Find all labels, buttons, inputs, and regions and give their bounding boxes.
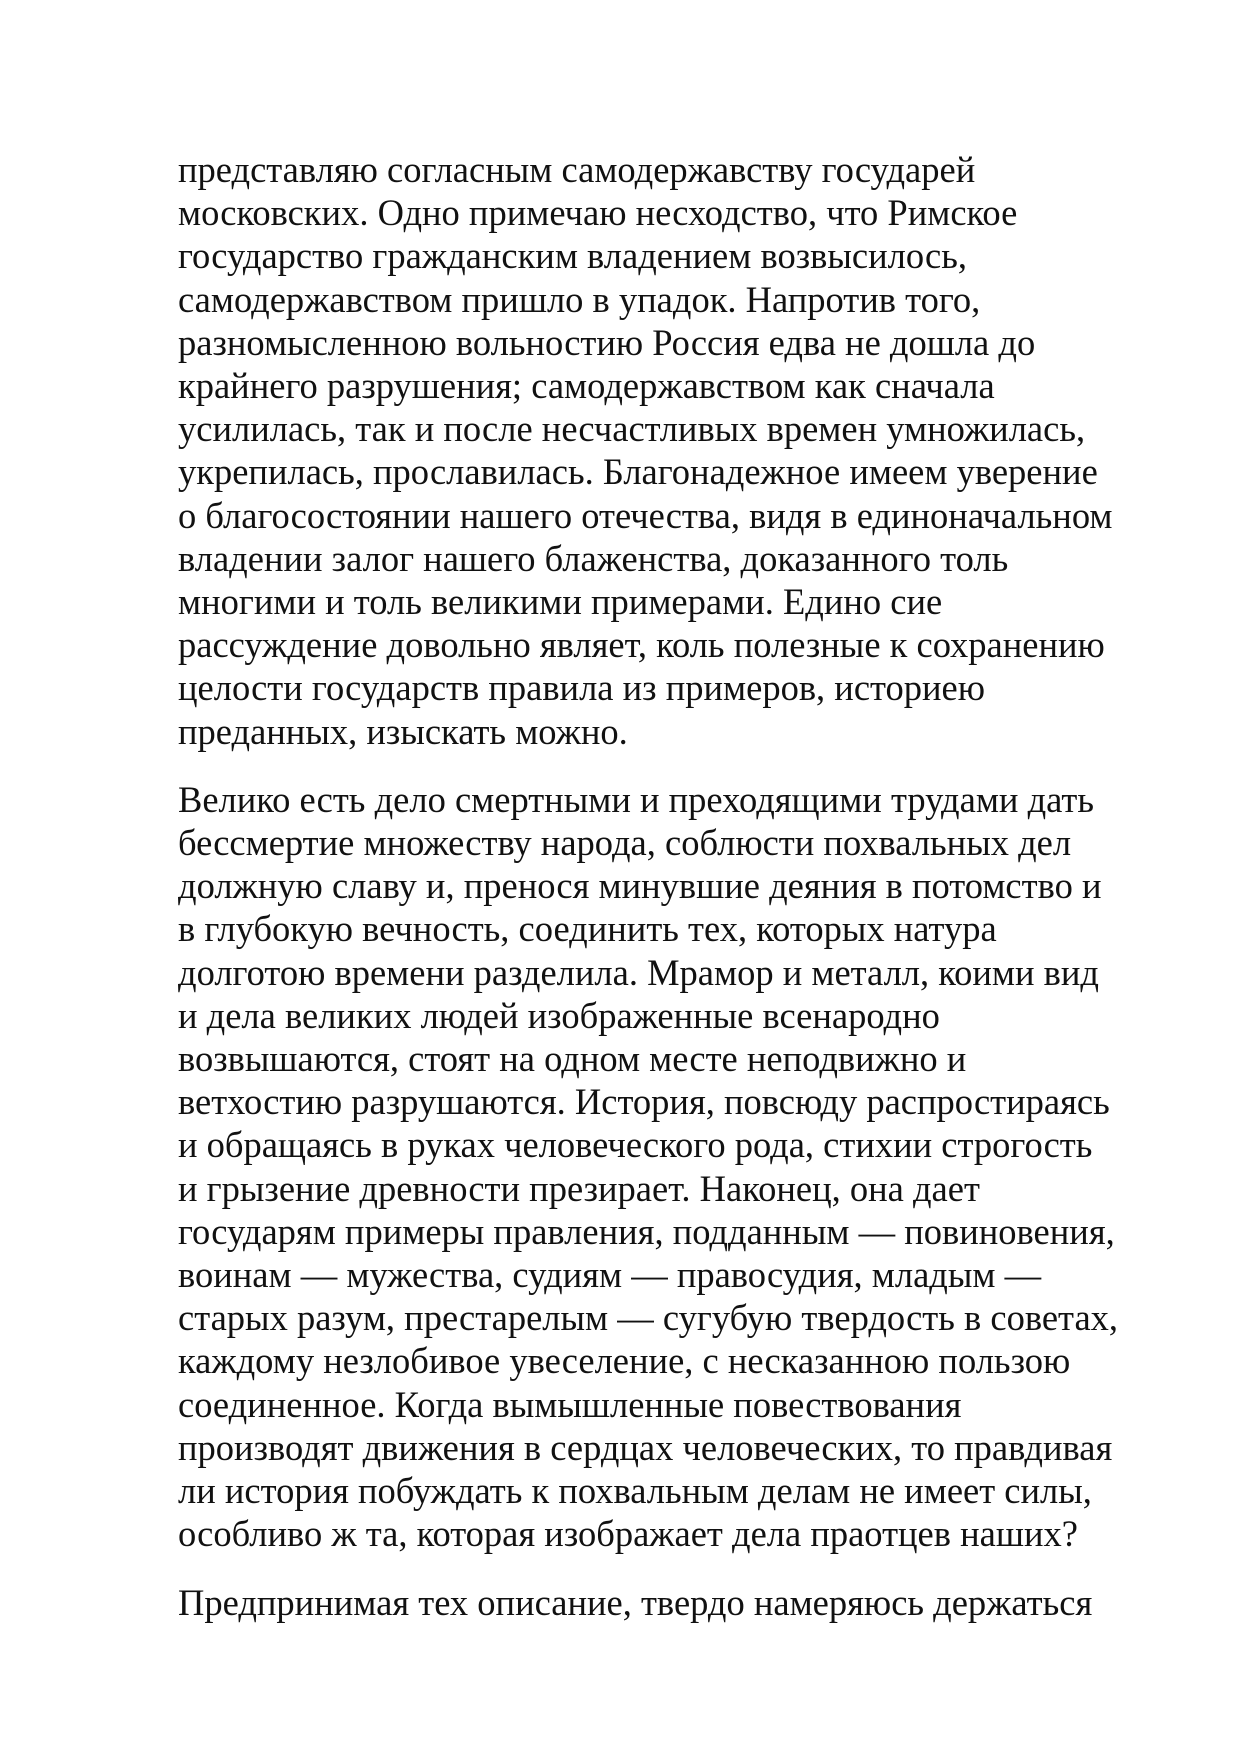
text-line: московских. Одно примечаю несходство, что Римское: [178, 192, 1018, 234]
text-line: рассуждение довольно являет, коль полезные к сохранению: [178, 624, 1105, 666]
text-line: производят движения в сердцах человеческих, то правдивая: [178, 1426, 1113, 1468]
text-line: и грызение древности презирает. Наконец, она дает: [178, 1167, 980, 1209]
paragraph-2: [178, 778, 1178, 1556]
paragraph-3: [178, 1581, 1178, 1624]
text-line: особливо ж та, которая изображает дела праотцев наших?: [178, 1513, 1078, 1555]
text-line: и обращаясь в руках человеческого рода, стихии строгость: [178, 1124, 1093, 1166]
paragraph-1: [178, 148, 1178, 753]
text-line: воинам — мужества, судиям — правосудия, младым —: [178, 1254, 1042, 1296]
text-line: разномысленною вольностию Россия едва не дошла до: [178, 321, 1036, 363]
text-line: укрепилась, прославилась. Благонадежное имеем уверение: [178, 451, 1098, 493]
text-line: крайнего разрушения; самодержавством как сначала: [178, 365, 995, 407]
text-line: Предпринимая тех описание, твердо намеряюсь держаться: [178, 1581, 1093, 1623]
text-line: государям примеры правления, подданным — повиновения,: [178, 1210, 1115, 1252]
text-line: бессмертие множеству народа, соблюсти похвальных дел: [178, 822, 1072, 864]
text-line: усилилась, так и после несчастливых времен умножилась,: [178, 408, 1086, 450]
text-line: в глубокую вечность, соединить тех, которых натура: [178, 908, 997, 950]
text-line: ветхостию разрушаются. История, повсюду распростираясь: [178, 1081, 1110, 1123]
text-line: соединенное. Когда вымышленные повествования: [178, 1383, 962, 1425]
text-line: ли история побуждать к похвальным делам не имеет силы,: [178, 1470, 1092, 1512]
text-line: самодержавством пришло в упадок. Напротив того,: [178, 278, 981, 320]
text-line: должную славу и, пренося минувшие деяния в потомство и: [178, 865, 1102, 907]
text-line: каждому незлобивое увеселение, с несказанною пользою: [178, 1340, 1071, 1382]
text-line: владении залог нашего блаженства, доказанного толь: [178, 537, 1009, 579]
text-line: государство гражданским владением возвысилось,: [178, 235, 967, 277]
text-line: многими и толь великими примерами. Едино сие: [178, 581, 943, 623]
text-line: и дела великих людей изображенные всенародно: [178, 994, 940, 1036]
text-line: долготою времени разделила. Мрамор и металл, коими вид: [178, 951, 1100, 993]
text-line: преданных, изыскать можно.: [178, 710, 628, 752]
text-line: целости государств правила из примеров, историею: [178, 667, 986, 709]
text-line: старых разум, престарелым — сугубую твердость в советах,: [178, 1297, 1119, 1339]
document-body: [178, 148, 1178, 1649]
text-line: о благосостоянии нашего отечества, видя в единоначальном: [178, 494, 1113, 536]
text-line: возвышаются, стоят на одном месте неподвижно и: [178, 1038, 967, 1080]
text-line: представляю согласным самодержавству государей: [178, 149, 976, 190]
text-line: Велико есть дело смертными и преходящими трудами дать: [178, 778, 1095, 820]
